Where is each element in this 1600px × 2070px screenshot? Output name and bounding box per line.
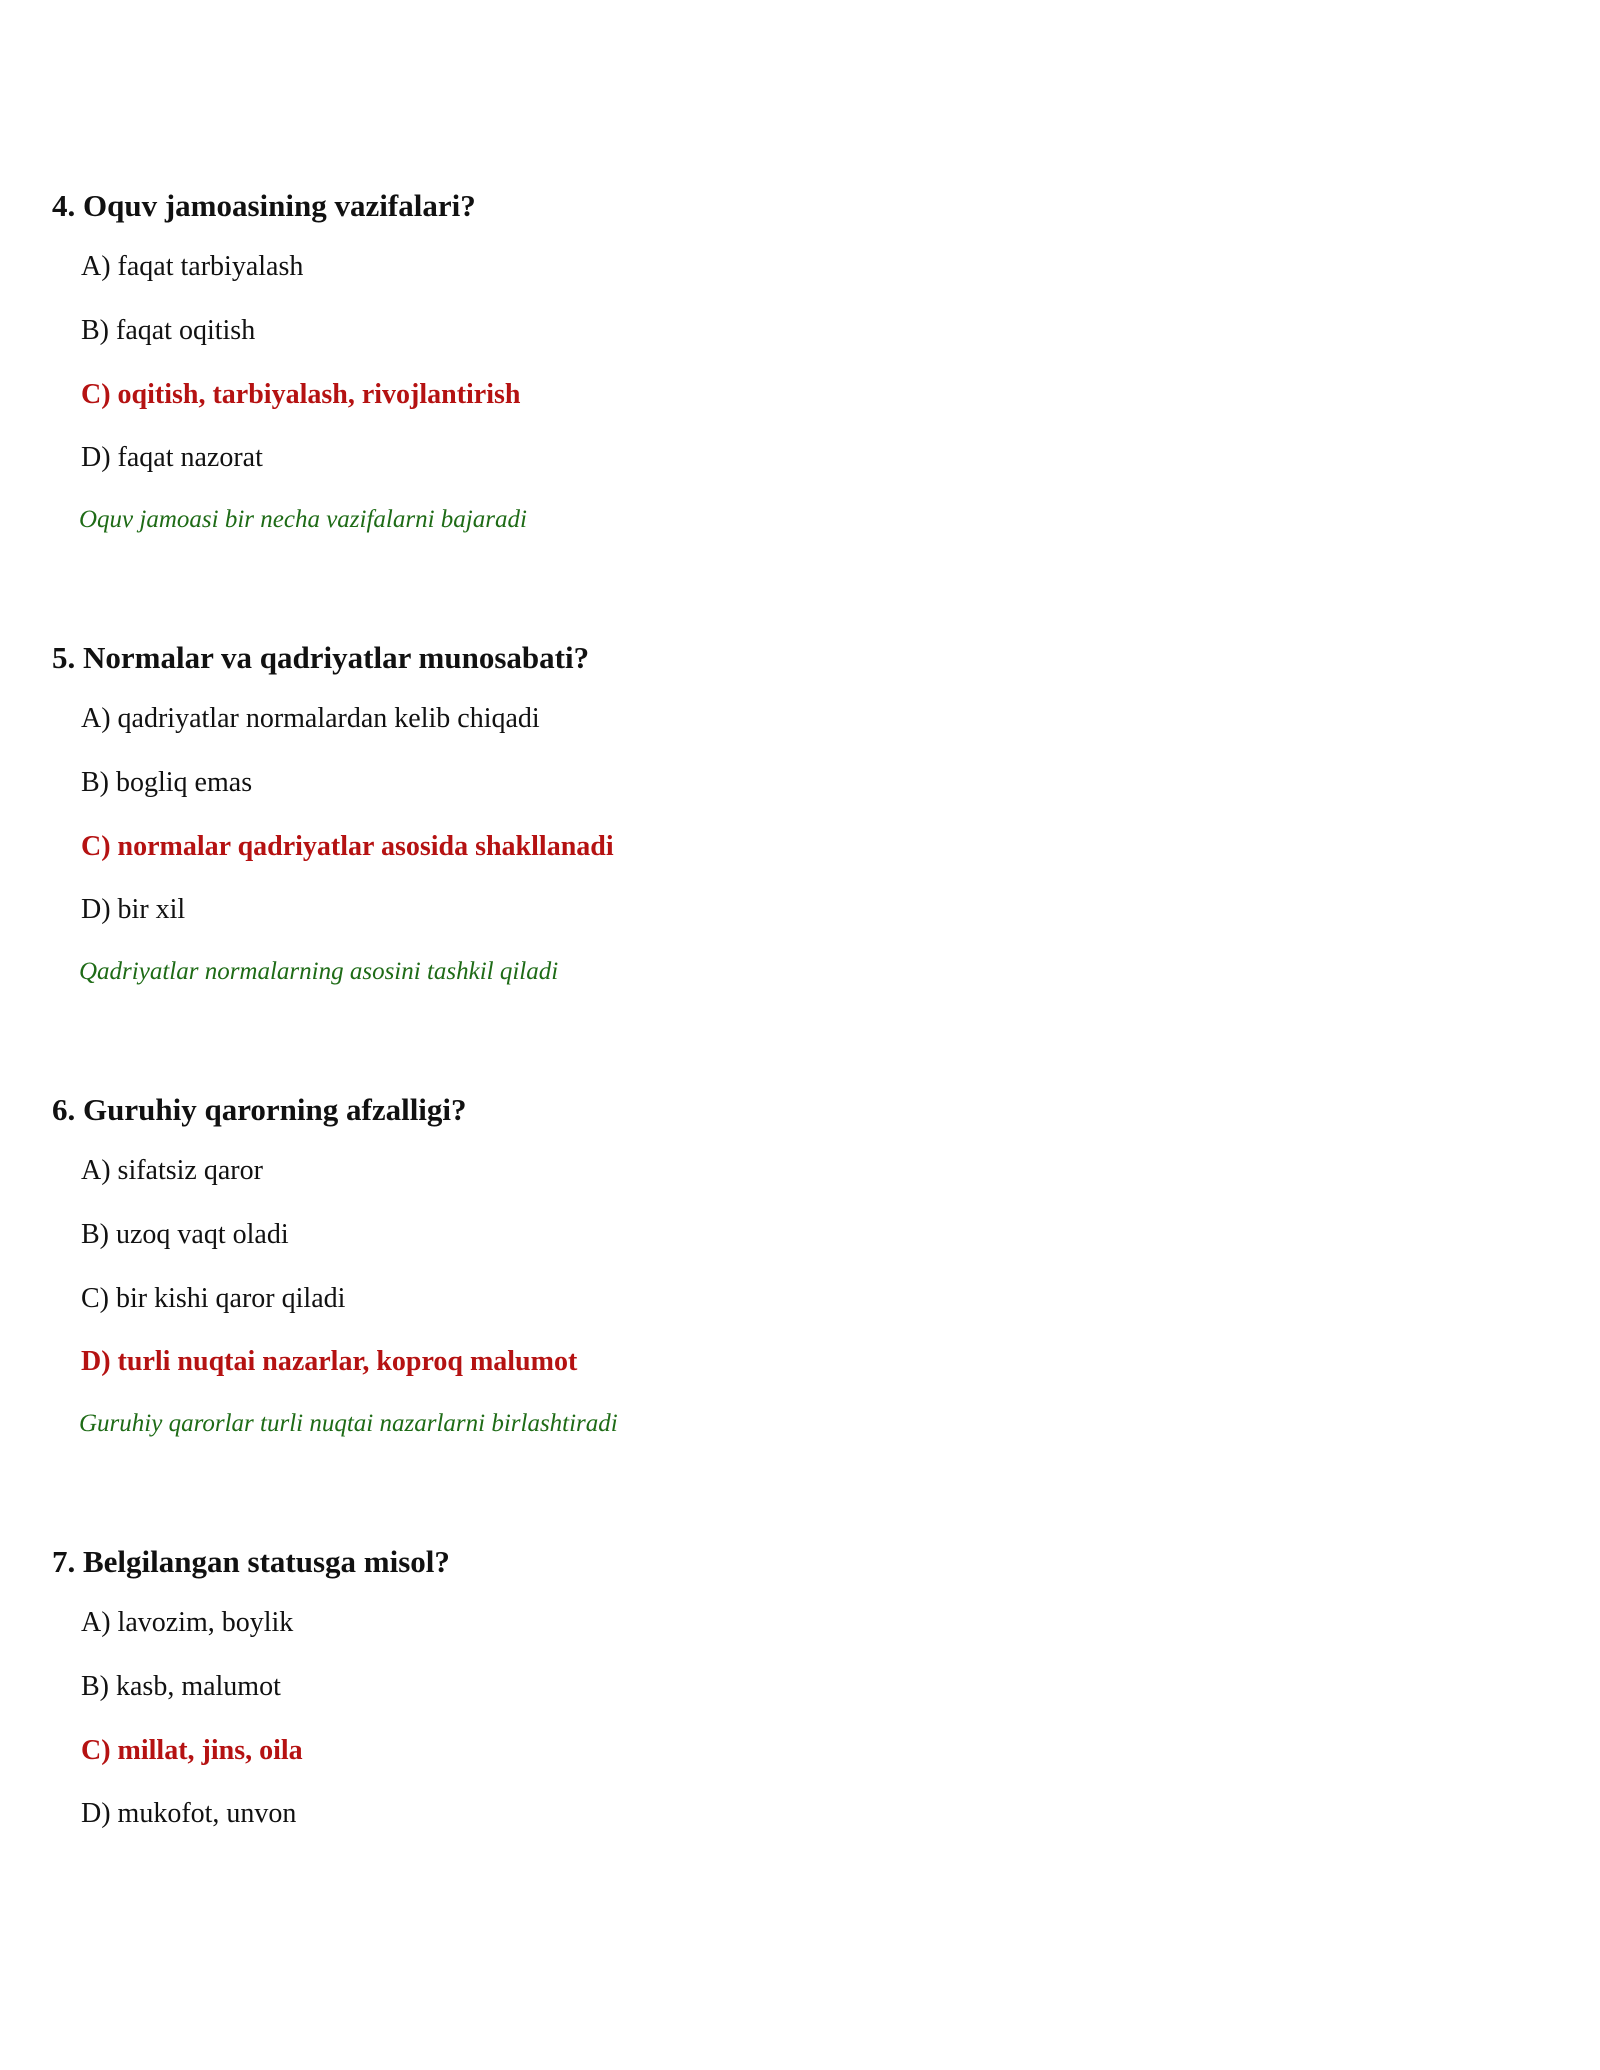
- question-title: 7. Belgilangan statusga misol?: [52, 1544, 450, 1579]
- option-a: A) sifatsiz qaror: [81, 1155, 263, 1186]
- question-6: [52, 1092, 1532, 1437]
- option-c-correct: C) normalar qadriyatlar asosida shakllanadi: [81, 831, 614, 862]
- option-b: B) bogliq emas: [81, 767, 253, 798]
- question-title: 6. Guruhiy qarorning afzalligi?: [52, 1092, 467, 1127]
- question-title: 5. Normalar va qadriyatlar munosabati?: [52, 640, 590, 675]
- question-7: [52, 1544, 1532, 1829]
- option-d: D) mukofot, unvon: [81, 1798, 297, 1829]
- option-d: D) bir xil: [81, 894, 186, 925]
- option-c-correct: C) millat, jins, oila: [81, 1735, 303, 1766]
- option-d-correct: D) turli nuqtai nazarlar, koproq malumot: [81, 1346, 578, 1377]
- option-b: B) kasb, malumot: [81, 1671, 281, 1702]
- question-5: [52, 640, 1532, 985]
- option-a: A) qadriyatlar normalardan kelib chiqadi: [81, 703, 540, 734]
- option-b: B) uzoq vaqt oladi: [81, 1219, 289, 1250]
- question-title: 4. Oquv jamoasining vazifalari?: [52, 188, 476, 223]
- option-c: C) bir kishi qaror qiladi: [81, 1283, 346, 1314]
- option-a: A) lavozim, boylik: [81, 1607, 294, 1638]
- option-b: B) faqat oqitish: [81, 315, 256, 346]
- option-a: A) faqat tarbiyalash: [81, 251, 304, 282]
- explanation: Qadriyatlar normalarning asosini tashkil qiladi: [79, 958, 559, 985]
- option-c-correct: C) oqitish, tarbiyalash, rivojlantirish: [81, 379, 521, 410]
- explanation: Guruhiy qarorlar turli nuqtai nazarlarni birlashtiradi: [79, 1410, 618, 1437]
- explanation: Oquv jamoasi bir necha vazifalarni bajaradi: [79, 506, 527, 533]
- question-4: [52, 188, 1532, 533]
- option-d: D) faqat nazorat: [81, 442, 263, 473]
